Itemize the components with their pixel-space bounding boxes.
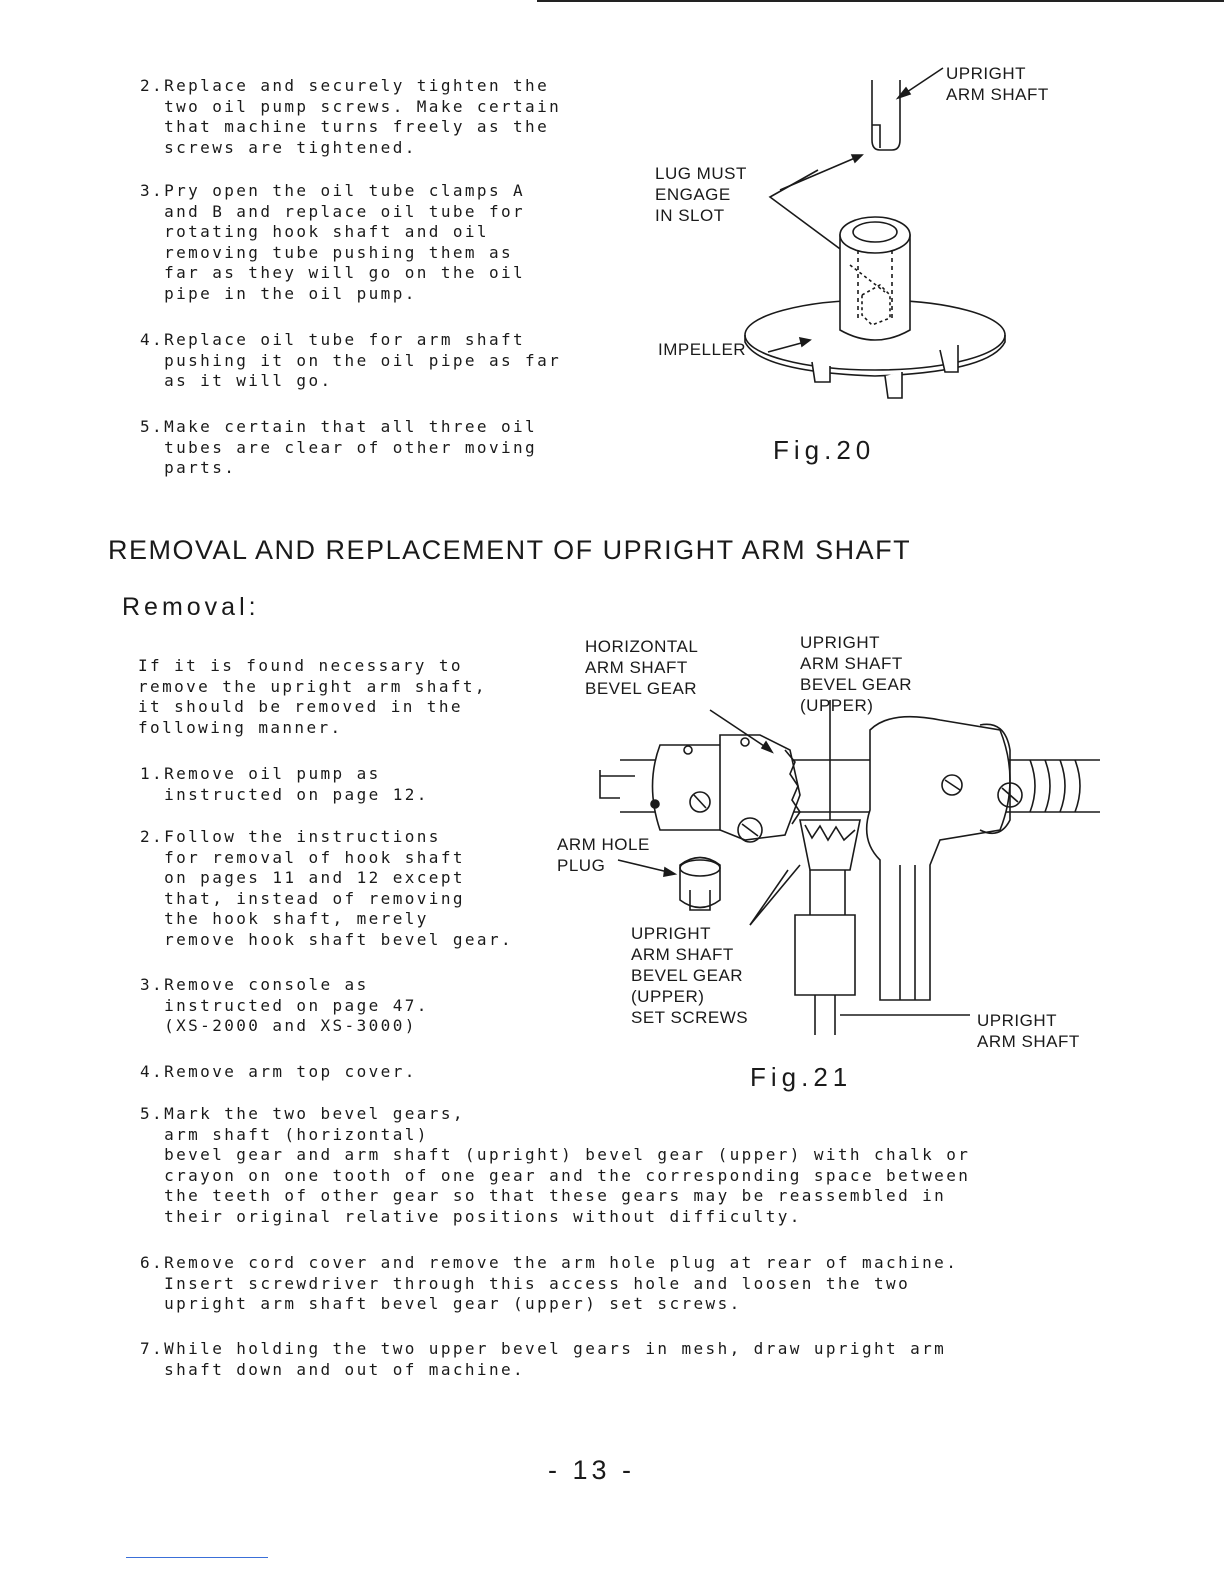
section-heading: REMOVAL AND REPLACEMENT OF UPRIGHT ARM SHAFT	[108, 535, 912, 565]
removal-step-1: 1.Remove oil pump as instructed on page 12.	[140, 764, 429, 804]
fig21-caption: Fig.21	[750, 1062, 853, 1092]
fig21-label-set-screws: UPRIGHT ARM SHAFT BEVEL GEAR (UPPER) SET SCREWS	[631, 924, 749, 1027]
removal-step-2: 2.Follow the instructions for removal of hook shaft on pages 11 and 12 except that, instead of removing the hook shaft, merely remove hook shaft bevel gear.	[140, 827, 514, 949]
fig20-label-impeller: IMPELLER	[658, 340, 747, 359]
removal-intro: If it is found necessary to remove the upright arm shaft, it should be removed in the following manner.	[138, 656, 487, 737]
fig21-label-upright-bevel-gear-upper: UPRIGHT ARM SHAFT BEVEL GEAR (UPPER)	[800, 633, 913, 715]
removal-step-6: 6.Remove cord cover and remove the arm hole plug at rear of machine. Insert screwdriver through this access hole and loosen the two upright arm shaft bevel gear (upper) set screws.	[140, 1253, 959, 1313]
top-rule	[537, 0, 1224, 2]
step-5-tubes-clear: 5.Make certain that all three oil tubes are clear of other moving parts.	[140, 417, 538, 477]
fig21-label-arm-hole-plug: ARM HOLE PLUG	[557, 835, 650, 875]
subheading-removal: Removal:	[122, 593, 260, 621]
fig20-caption: Fig.20	[773, 435, 876, 465]
fig21-label-upright-arm-shaft: UPRIGHT ARM SHAFT	[977, 1011, 1080, 1051]
bottom-rule	[126, 1557, 268, 1558]
fig20-label-upright-arm-shaft: UPRIGHT ARM SHAFT	[946, 64, 1049, 104]
fig20-label-lug-must-engage: LUG MUST ENGAGE IN SLOT	[655, 164, 747, 225]
removal-step-7: 7.While holding the two upper bevel gears in mesh, draw upright arm shaft down and out of machine.	[140, 1339, 947, 1379]
removal-step-5: 5.Mark the two bevel gears, arm shaft (horizontal) bevel gear and arm shaft (upright) bevel gear (upper) with chalk or crayon on one tooth of one gear and the corresponding space between the teeth of other gear so that these gears may be reassembled in their original relative positions without difficulty.	[140, 1104, 971, 1226]
step-2-replace-screws: 2.Replace and securely tighten the two oil pump screws. Make certain that machine turns freely as the screws are tightened.	[140, 76, 562, 157]
step-3-pry-oil-tube-clamps: 3.Pry open the oil tube clamps A and B and replace oil tube for rotating hook shaft and oil removing tube pushing them as far as they will go on the oil pipe in the oil pump.	[140, 181, 526, 303]
removal-step-4: 4.Remove arm top cover.	[140, 1062, 417, 1081]
removal-step-3: 3.Remove console as instructed on page 47. (XS-2000 and XS-3000)	[140, 975, 429, 1035]
page-number: - 13 -	[548, 1455, 636, 1485]
step-4-replace-arm-shaft-tube: 4.Replace oil tube for arm shaft pushing it on the oil pipe as far as it will go.	[140, 330, 562, 390]
fig21-label-horizontal-bevel-gear: HORIZONTAL ARM SHAFT BEVEL GEAR	[585, 637, 699, 698]
